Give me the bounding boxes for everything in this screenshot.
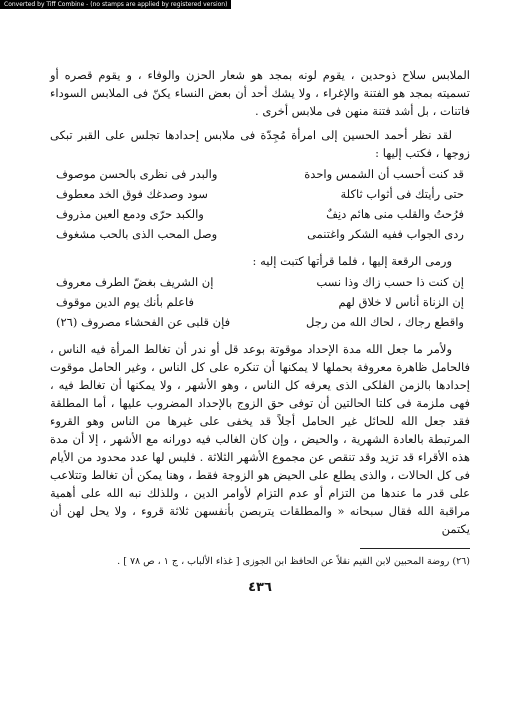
verse-second-hemistich: سود وصدغك فوق الخد معطوف <box>56 187 208 201</box>
verse-first-hemistich: ردى الجواب ففيه الشكر واغتنمى <box>307 227 464 241</box>
paragraph-clothing: الملابس سلاح ذوحدين ، يقوم لونه بمجد هو شعار الحزن والوفاء ، و يقوم قصره أو تسميته بمجد هو الفتنة والإغراء ، ولا يشك أحد أن بعض النساء يكنّ فى الملابس السوداء فاتنات ، بل أشد فتنة منهن فى ملابس أخرى . <box>50 68 470 118</box>
verse-second-hemistich: والكبد حرّى ودمع العين مذروف <box>56 207 204 221</box>
poem-verses-first <box>50 164 470 244</box>
conversion-banner: Converted by Tiff Combine - (no stamps are applied by registered version) <box>0 0 231 9</box>
verse-first-hemistich: قد كنت أحسب أن الشمس واحدة <box>304 167 464 181</box>
poem-verses-reply <box>50 272 470 332</box>
verse-first-hemistich: واقطع رجاك ، لحاك الله من رجل <box>306 315 464 329</box>
poem-verse-line <box>50 272 470 292</box>
paragraph-reply-intro: ورمى الرقعة إليها ، فلما قرأتها كتبت إليه : <box>252 254 452 268</box>
poem-verse-line <box>50 204 470 224</box>
verse-second-hemistich: والبدر فى نظرى بالحسن موصوف <box>56 167 218 181</box>
poem-verse-line <box>50 292 470 312</box>
verse-second-hemistich: فاعلم بأنك يوم الدين موقوف <box>56 295 194 309</box>
poem-verse-line <box>50 224 470 244</box>
verse-second-hemistich: إن الشريف بغضّ الطرف معروف <box>56 275 214 289</box>
verse-second-hemistich: وصل المحب الذى بالحب مشغوف <box>56 227 218 241</box>
page-number: ٤٣٦ <box>248 580 272 595</box>
verse-first-hemistich: حتى رأيتك فى أثواب ثاكلة <box>340 187 464 201</box>
document-page <box>50 66 470 597</box>
footnote-divider <box>360 548 470 549</box>
paragraph-story-intro: لقد نظر أحمد الحسين إلى امرأة مُجِدّة فى ملابس إحدادها تجلس على القبر تبكى زوجها ، فكتب إليها : <box>50 128 470 160</box>
verse-second-hemistich: فإن قلبى عن الفحشاء مصروف (٢٦) <box>56 315 231 329</box>
poem-verse-line <box>50 312 470 332</box>
verse-first-hemistich: فرُحتُ والقلب منى هائم دنِفٌ <box>326 207 464 221</box>
paragraph-mourning-period: ولأمر ما جعل الله مدة الإحداد موقوتة بوعد قل أو ندر أن تغالط المرأة فيه الناس ، فالحامل ظاهرة معروفة بحملها لا يمكنها أن تنكره على كل الناس ، وغير الحامل موقوت إحدادها بالزمن الفلكى الذى يعرفه كل الناس ، وهو الأشهر ، ولا يمكنها أن تغالط فيه ، فهى ملزمة فى كلتا الحالتين أن توفى حق الزوج بالإحداد المضروب عليها ، أما المطلقة فقد جعل الله للحائل غير الحامل أجلاً قد يخفى على غيرها من الناس وهو القروء المرتبطة بالعادة الشهرية ، والحيض ، وإن كان الغالب فيه دورانه مع الأشهر ، إلا أن مدة هذه الأقراء قد تزيد وقد تنقص عن مجموع الأشهر الثلاثة . فليس لها عدد محدود من الأيام فى كل الحالات ، والذى يطلع على الحيض هو الزوجة فقط ، وهنا يمكن أن تغالط وتتلاعب على قدر ما عندها من التزام أو عدم التزام لأوامر الدين ، وللذلك نبه الله على أهمية مراقبة الله فقال سبحانه « والمطلقات يتربصن بأنفسهن ثلاثة قروء ، ولا يحل لهن أن يكتمن <box>50 342 470 536</box>
verse-first-hemistich: إن كنت ذا حسب زاك وذا نسب <box>316 275 464 289</box>
footnote: (٢٦) روضة المحبين لابن القيم نقلاً عن الحافظ ابن الجوزى [ غذاء الألباب ، ج ١ ، ص ٧٨ ] . <box>117 556 470 567</box>
poem-verse-line <box>50 164 470 184</box>
verse-first-hemistich: إن الزناة أناس لا خلاق لهم <box>338 295 464 309</box>
poem-verse-line <box>50 184 470 204</box>
